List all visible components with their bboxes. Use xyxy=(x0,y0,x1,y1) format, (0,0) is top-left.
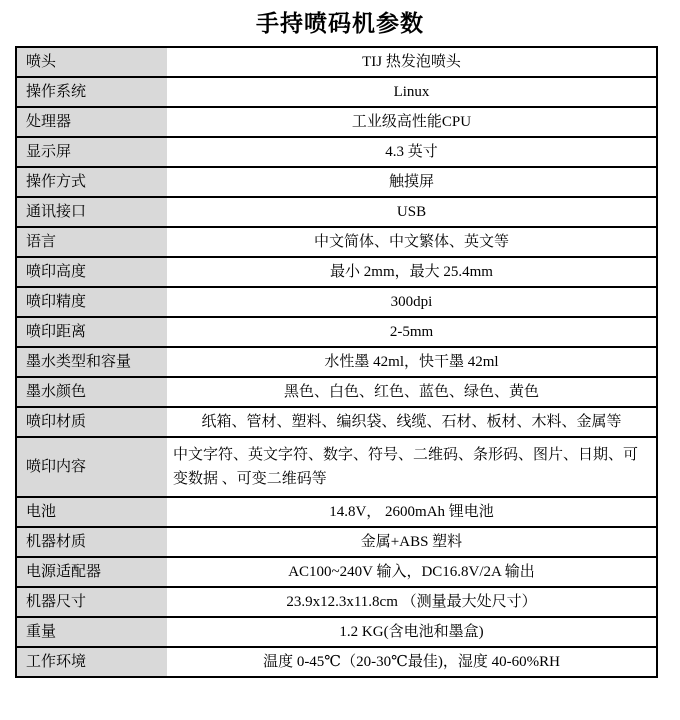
table-row xyxy=(17,408,656,438)
table-row xyxy=(17,108,656,138)
table-row xyxy=(17,438,656,498)
spec-value: 14.8V， 2600mAh 锂电池 xyxy=(329,503,494,520)
table-row xyxy=(17,348,656,378)
spec-label: 处理器 xyxy=(17,108,167,136)
spec-label: 显示屏 xyxy=(17,138,167,166)
spec-label: 机器材质 xyxy=(17,528,167,556)
table-row xyxy=(17,378,656,408)
spec-label: 墨水颜色 xyxy=(17,378,167,406)
spec-value: 触摸屏 xyxy=(388,173,434,190)
spec-label: 电源适配器 xyxy=(17,558,167,586)
table-row xyxy=(17,588,656,618)
spec-value: 黑色、白色、红色、蓝色、绿色、黄色 xyxy=(283,383,539,400)
spec-label: 喷印内容 xyxy=(17,438,167,496)
spec-label: 操作系统 xyxy=(17,78,167,106)
table-row xyxy=(17,258,656,288)
spec-value: 金属+ABS 塑料 xyxy=(360,533,463,550)
spec-label: 重量 xyxy=(17,618,167,646)
spec-value: 最小 2mm，最大 25.4mm xyxy=(330,263,493,280)
spec-label: 语言 xyxy=(17,228,167,256)
table-row xyxy=(17,168,656,198)
spec-value: 中文字符、英文字符、数字、符号、二维码、条形码、图片、日期、可变数据 、可变二维码等 xyxy=(173,446,639,488)
spec-value: TIJ 热发泡喷头 xyxy=(362,53,461,70)
table-row xyxy=(17,528,656,558)
spec-value: 温度 0-45℃（20-30℃最佳)，湿度 40-60%RH xyxy=(263,653,560,670)
spec-label: 喷印材质 xyxy=(17,408,167,436)
spec-label: 电池 xyxy=(17,498,167,526)
spec-value: 中文简体、中文繁体、英文等 xyxy=(313,233,509,250)
table-row xyxy=(17,138,656,168)
spec-label: 喷头 xyxy=(17,48,167,76)
table-row xyxy=(17,198,656,228)
table-row xyxy=(17,318,656,348)
table-row xyxy=(17,288,656,318)
spec-value: AC100~240V 输入，DC16.8V/2A 输出 xyxy=(288,563,535,580)
spec-label: 喷印精度 xyxy=(17,288,167,316)
spec-value: 纸箱、管材、塑料、编织袋、线缆、石材、板材、木料、金属等 xyxy=(201,413,622,430)
spec-label: 操作方式 xyxy=(17,168,167,196)
spec-label: 工作环境 xyxy=(17,648,167,676)
table-row xyxy=(17,228,656,258)
spec-value: 水性墨 42ml，快干墨 42ml xyxy=(324,353,499,370)
table-row xyxy=(17,498,656,528)
spec-label: 通讯接口 xyxy=(17,198,167,226)
spec-table xyxy=(15,46,658,678)
spec-value: 4.3 英寸 xyxy=(385,143,438,160)
spec-value: 2-5mm xyxy=(389,323,434,340)
spec-label: 墨水类型和容量 xyxy=(17,348,167,376)
spec-label: 喷印距离 xyxy=(17,318,167,346)
spec-table-body xyxy=(17,48,656,676)
spec-value: 300dpi xyxy=(390,293,433,310)
page-title: 手持喷码机参数 xyxy=(256,11,424,36)
table-row xyxy=(17,618,656,648)
spec-value: USB xyxy=(396,203,427,220)
table-row xyxy=(17,78,656,108)
spec-value: 1.2 KG(含电池和墨盒) xyxy=(339,623,484,640)
table-row xyxy=(17,648,656,676)
spec-value: 23.9x12.3x11.8cm （测量最大处尺寸） xyxy=(286,593,537,610)
table-row xyxy=(17,558,656,588)
spec-value: Linux xyxy=(393,83,430,100)
table-row xyxy=(17,48,656,78)
spec-value: 工业级高性能CPU xyxy=(351,113,472,130)
spec-label: 机器尺寸 xyxy=(17,588,167,616)
spec-label: 喷印高度 xyxy=(17,258,167,286)
